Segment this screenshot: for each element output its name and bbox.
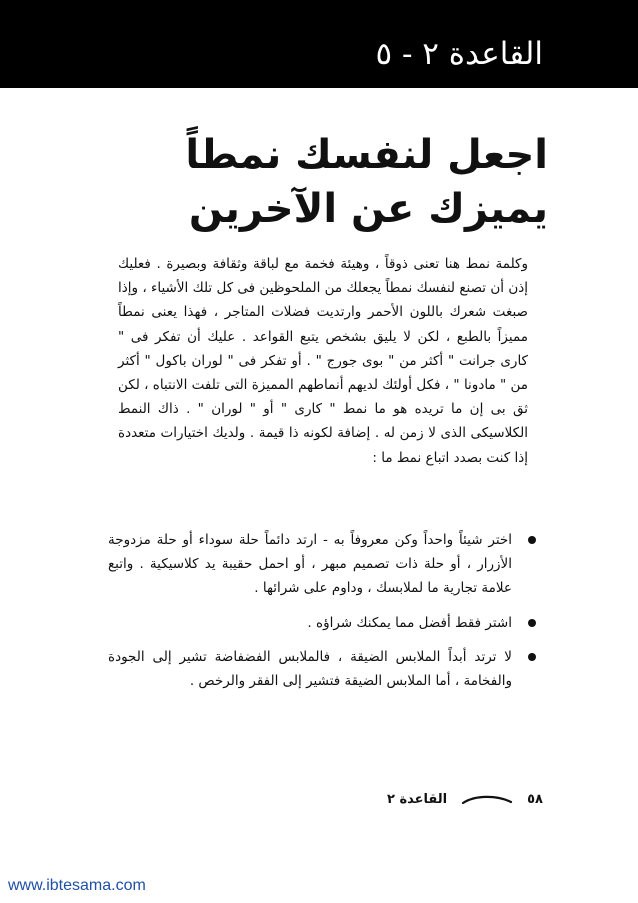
chapter-header-bar [0, 0, 638, 88]
watermark-link[interactable]: www.ibtesama.com [8, 877, 146, 894]
list-item [108, 528, 538, 601]
chapter-title: القاعدة ٢ - ٥ [375, 36, 543, 72]
bullet-dot-icon [528, 619, 536, 627]
page-number: ٥٨ [527, 792, 543, 807]
list-item [108, 645, 538, 693]
list-item-text: اشتر فقط أفضل مما يمكنك شراؤه . [307, 614, 512, 631]
list-item [108, 611, 538, 635]
bullet-dot-icon [528, 653, 536, 661]
bullet-dot-icon [528, 536, 536, 544]
swoosh-decoration-icon [461, 794, 513, 806]
list-item-text: اختر شيئاً واحداً وكن معروفاً به - ارتد دائماً حلة سوداء أو حلة مزدوجة الأزرار ، أو حلة ذات تصميم مبهر ، أو احمل حقيبة يد كلاسيكية . واتبع علامة تجارية ما لملابسك ، وداوم على شرائها . [108, 532, 512, 597]
footer-section-label: القاعدة ٢ [387, 792, 448, 807]
body-paragraph: وكلمة نمط هنا تعنى ذوقاً ، وهيئة فخمة مع لباقة وثقافة وبصيرة . فعليك إذن أن تصنع لنفسك نمطاً يجعلك من الملحوظين فى كل تلك الأشياء ، وإذا صبغت شعرك باللون الأحمر وارتديت فضلات المتاجر ، فهذا يعنى نمطاً مميزاً بالطبع ، لكن لا يليق بشخص يتبع القواعد . عليك أن تفكر فى " كارى جرانت " أكثر من " بوى جورج " . أو تفكر فى " لوران باكول " أكثر من " مادونا " ، فكل أولئك لديهم أنماطهم المميزة التى تلفت الانتباه ، لكن ثق بى إن ما تريده هو ما نمط " كارى " أو " لوران " . ذاك النمط الكلاسيكى الذى لا زمن له . إضافة لكونه ذا قيمة . ولديك اختيارات متعددة إذا كنت بصدد اتباع نمط ما : [118, 256, 528, 466]
page-footer [387, 792, 543, 807]
bullet-list [108, 528, 538, 703]
list-item-text: لا ترتد أبداً الملابس الضيقة ، فالملابس الفضفاضة تشير إلى الجودة والفخامة ، أما الملابس الضيقة فتشير إلى الفقر والرخص . [108, 648, 512, 690]
page-title: اجعل لنفسك نمطاً يميزك عن الآخرين [185, 132, 548, 232]
